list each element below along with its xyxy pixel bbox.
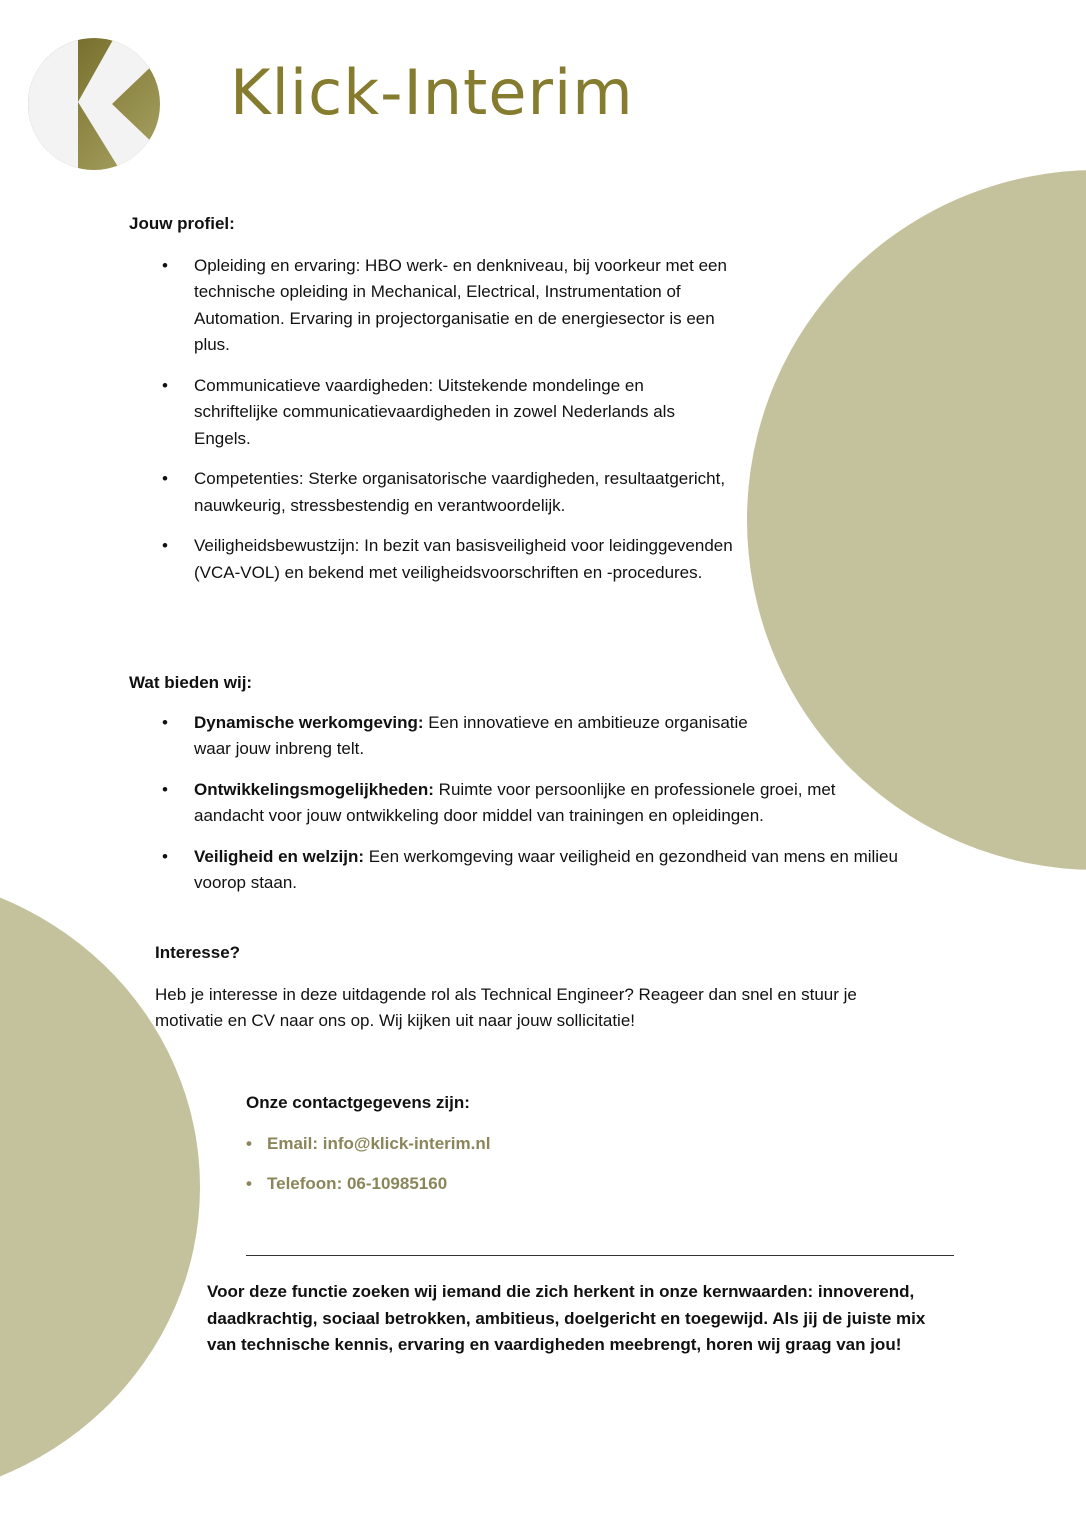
contact-list xyxy=(246,1131,846,1198)
closing-section xyxy=(207,1279,957,1359)
interest-heading: Interesse? xyxy=(155,943,241,962)
contact-phone-link[interactable]: • Telefoon: 06-10985160 xyxy=(246,1171,846,1198)
list-item: • Communicatieve vaardigheden: Uitstekende mondelinge en schriftelijke communicatievaardigheden in zowel Nederlands als Engels. xyxy=(129,373,769,453)
list-item: • Opleiding en ervaring: HBO werk- en denkniveau, bij voorkeur met een technische opleiding in Mechanical, Electrical, Instrumentation of Automation. Ervaring in projectorganisatie en de energiesector is een plus. xyxy=(129,253,769,359)
list-item: • Competenties: Sterke organisatorische vaardigheden, resultaatgericht, nauwkeurig, stressbestendig en verantwoordelijk. xyxy=(129,466,769,519)
closing-text: Voor deze functie zoeken wij iemand die zich herkent in onze kernwaarden: innoverend, daadkrachtig, sociaal betrokken, ambitieus, doelgericht en toegewijd. Als jij de juiste mix van technische kennis, ervaring en vaardigheden meebrengt, horen wij graag van jou! xyxy=(207,1282,926,1354)
contact-section xyxy=(246,1090,846,1198)
list-item: • Veiligheid en welzijn: Een werkomgeving waar veiligheid en gezondheid van mens en milieu voorop staan. xyxy=(129,844,954,897)
list-item: • Dynamische werkomgeving: Een innovatieve en ambitieuze organisatie waar jouw inbreng telt. xyxy=(129,710,954,763)
divider xyxy=(246,1255,954,1256)
profile-list xyxy=(129,253,769,587)
offer-heading: Wat bieden wij: xyxy=(129,673,253,692)
klick-logo-icon xyxy=(28,38,160,170)
offer-section xyxy=(129,670,954,897)
contact-heading: Onze contactgegevens zijn: xyxy=(246,1093,470,1112)
offer-list xyxy=(129,710,954,897)
brand-name: Klick-Interim xyxy=(230,56,634,129)
interest-text: Heb je interesse in deze uitdagende rol als Technical Engineer? Reageer dan snel en stuur je motivatie en CV naar ons op. Wij kijken uit naar jouw sollicitatie! xyxy=(155,984,857,1030)
interest-section xyxy=(155,940,915,1035)
list-item: • Ontwikkelingsmogelijkheden: Ruimte voor persoonlijke en professionele groei, met aandacht voor jouw ontwikkeling door middel van trainingen en opleidingen. xyxy=(129,777,954,830)
profile-heading: Jouw profiel: xyxy=(129,214,235,233)
contact-email-link[interactable]: • Email: info@klick-interim.nl xyxy=(246,1131,846,1158)
list-item: • Veiligheidsbewustzijn: In bezit van basisveiligheid voor leidinggevenden (VCA-VOL) en bekend met veiligheidsvoorschriften en -procedures. xyxy=(129,533,769,586)
profile-section xyxy=(129,211,769,586)
